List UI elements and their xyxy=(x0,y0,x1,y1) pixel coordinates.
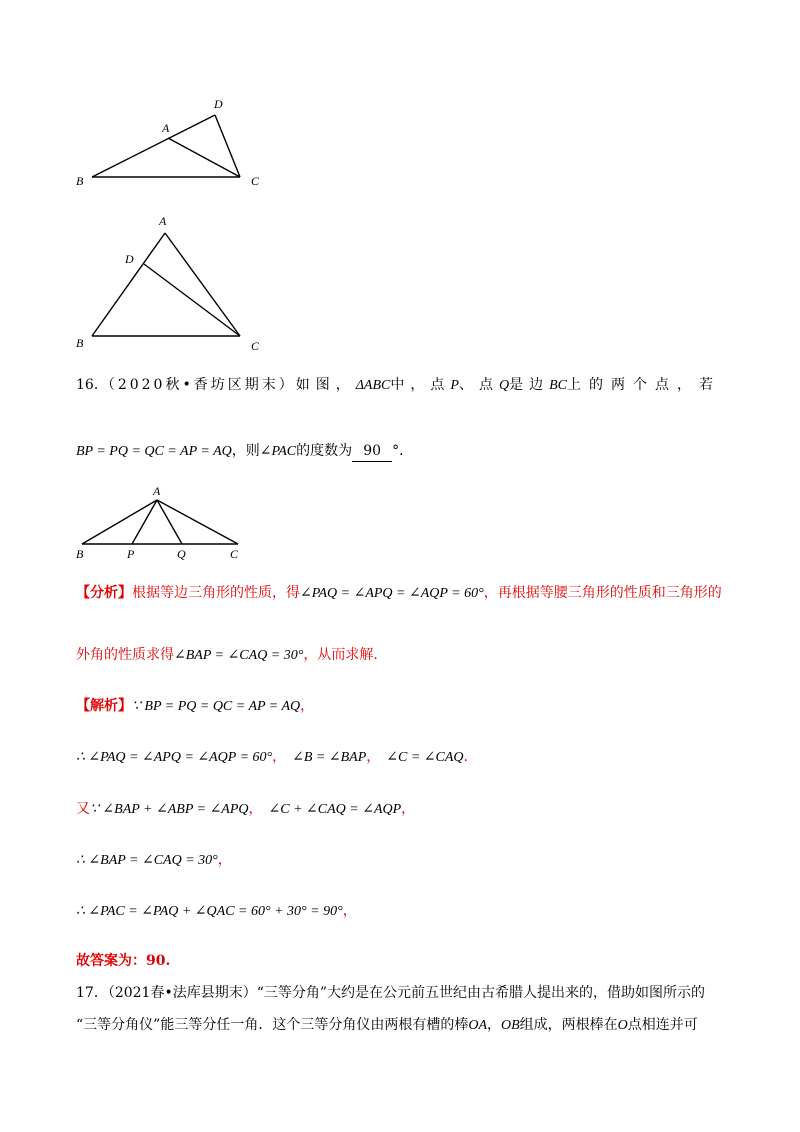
figure-1-triangle xyxy=(60,90,290,200)
label-b: B xyxy=(76,547,84,561)
label-d: D xyxy=(214,97,223,111)
solution-line-2: ∴ ∠PAQ = ∠APQ = ∠AQP = 60°， ∠B = ∠BAP， ∠C = ∠CAQ. xyxy=(76,749,468,765)
q17-line-1: 17．（2021春•法库县期末）“三等分角”大约是在公元前五世纪由古希腊人提出来的，借助如图所示的 xyxy=(76,985,706,1001)
solution-line-4: ∴ ∠BAP = ∠CAQ = 30°， xyxy=(76,852,232,868)
label-b: B xyxy=(76,336,84,350)
label-p: P xyxy=(127,547,135,561)
segment-ac xyxy=(165,233,240,336)
q16-line-2: BP = PQ = QC = AP = AQ，则∠PAC的度数为 90 °． xyxy=(76,441,413,462)
segment-ba xyxy=(92,233,165,336)
segment-ac xyxy=(168,138,240,177)
analysis-line-1: 【分析】根据等边三角形的性质，得∠PAQ = ∠APQ = ∠AQP = 60°，再根据等腰三角形的性质和三角形的 xyxy=(76,585,722,601)
segment-dc xyxy=(144,264,240,336)
label-a: A xyxy=(159,214,167,228)
segment-dc xyxy=(215,115,240,177)
label-c: C xyxy=(251,339,260,353)
q16-condition: BP = PQ = QC = AP = AQ xyxy=(76,444,232,459)
q16-source: （2020秋•香坊区期末） xyxy=(107,377,296,393)
analysis-line-2: 外角的性质求得∠BAP = ∠CAQ = 30°，从而求解. xyxy=(76,647,378,663)
figure-3-triangle xyxy=(60,482,260,562)
label-c: C xyxy=(230,547,239,561)
label-a: A xyxy=(153,484,161,498)
q16-answer: 90 xyxy=(352,441,392,462)
q17-line-2: “三等分角仪”能三等分任一角．这个三等分角仪由两根有槽的棒OA，OB组成，两根棒在O点相连并可 xyxy=(76,1017,698,1033)
label-c: C xyxy=(251,174,260,188)
q16-line-1: 16．（2020秋•香坊区期末）如图，ΔABC中，点P、点Q是边BC上的两个点，若 xyxy=(76,377,721,393)
segment-bd xyxy=(92,115,215,177)
figure-2-triangle xyxy=(60,205,290,355)
triangle-abc: ΔABC xyxy=(355,378,391,393)
q16-number: 16． xyxy=(76,377,108,393)
solution-line-5: ∴ ∠PAC = ∠PAQ + ∠QAC = 60° + 30° = 90°， xyxy=(76,903,357,919)
final-answer: 故答案为：90. xyxy=(76,953,171,969)
label-a: A xyxy=(162,121,170,135)
solution-line-3: 又∵ ∠BAP + ∠ABP = ∠APQ， ∠C + ∠CAQ = ∠AQP， xyxy=(76,801,416,817)
segment-ab xyxy=(82,500,157,544)
label-d: D xyxy=(125,252,134,266)
analysis-tag: 【分析】 xyxy=(76,585,132,601)
label-q: Q xyxy=(177,547,186,561)
label-b: B xyxy=(76,174,84,188)
solution-line-1: 【解析】∵ BP = PQ = QC = AP = AQ， xyxy=(76,698,315,714)
solution-tag: 【解析】 xyxy=(76,698,132,714)
